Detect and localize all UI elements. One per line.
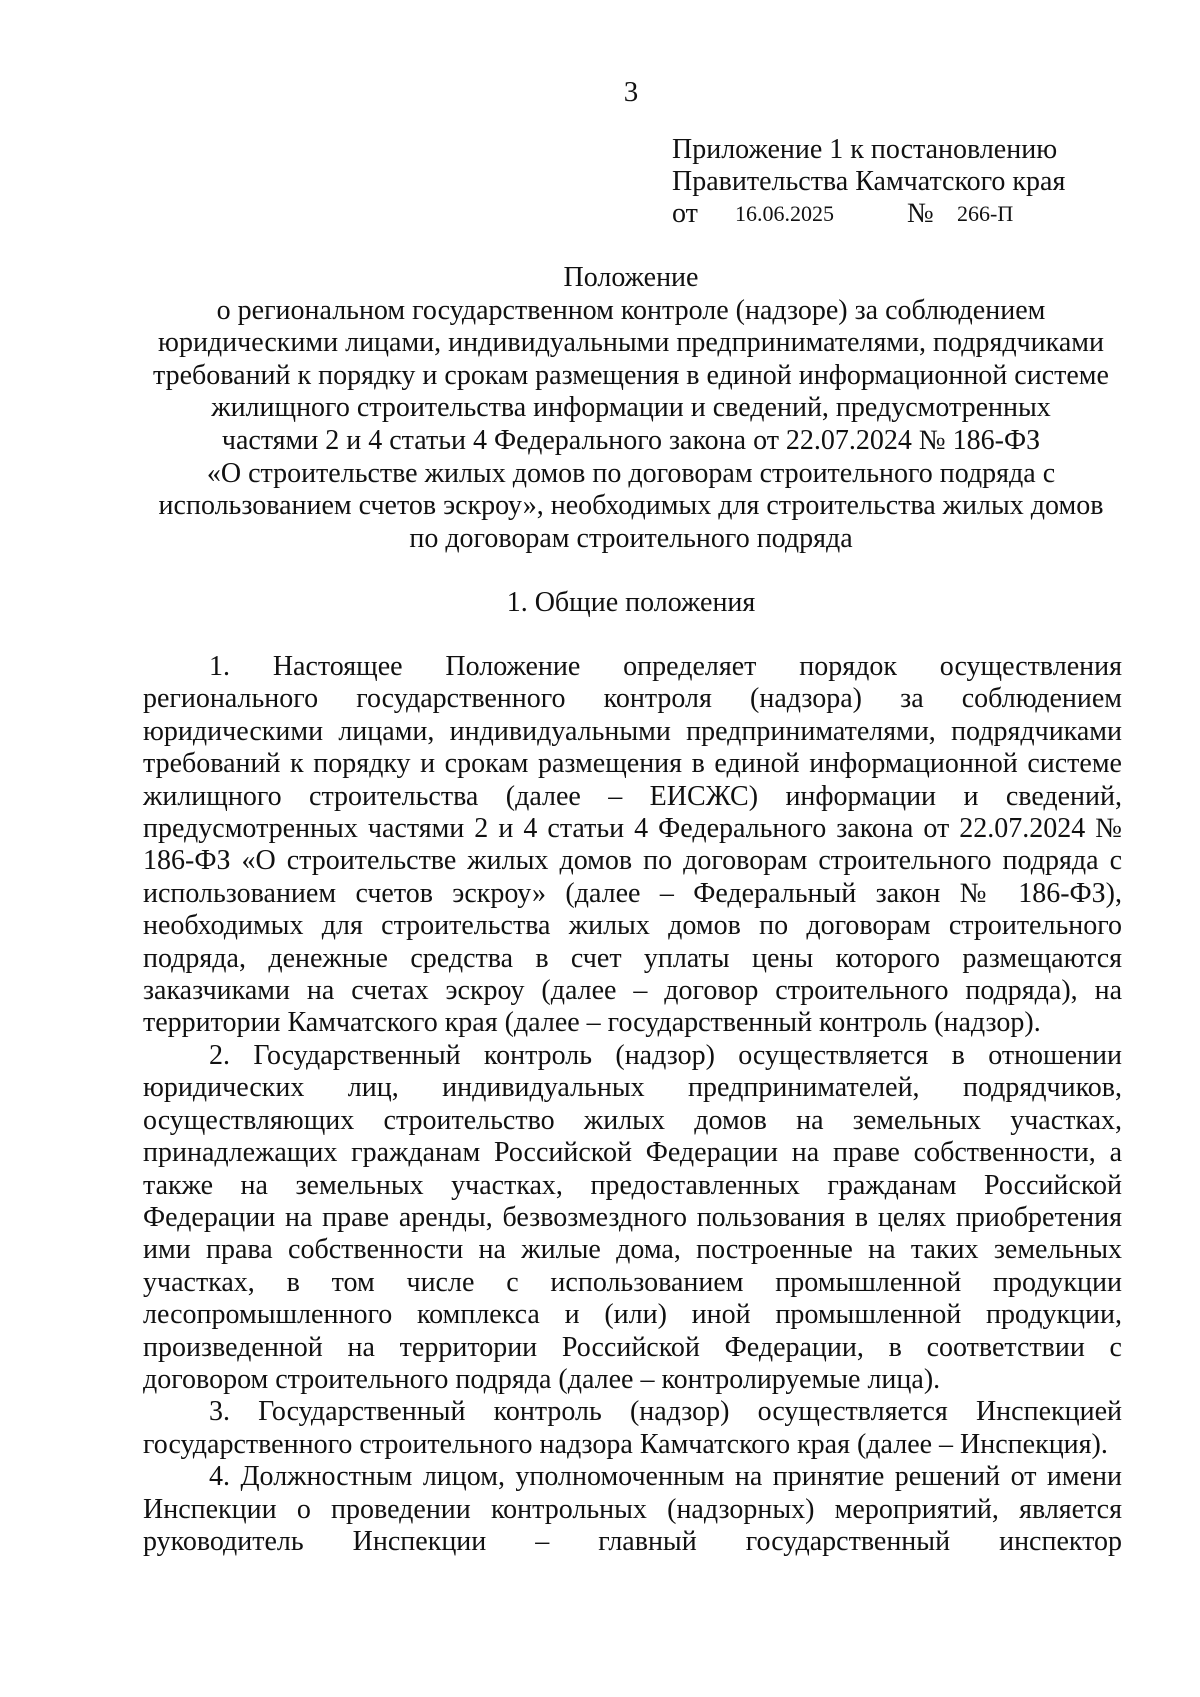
title-line: требований к порядку и срокам размещения в единой информационной системе bbox=[153, 359, 1109, 391]
paragraph-3: 3. Государственный контроль (надзор) осуществляется Инспекцией государственного строительного надзора Камчатского края (далее – Инспекция). bbox=[143, 1396, 1122, 1460]
appendix-line-2: Правительства Камчатского края bbox=[672, 166, 1066, 197]
page-number: 3 bbox=[623, 76, 639, 108]
title-line: юридическими лицами, индивидуальными предпринимателями, подрядчиками bbox=[158, 327, 1104, 359]
document-title bbox=[140, 262, 1122, 555]
appendix-date-row bbox=[672, 198, 1152, 232]
title-line: использованием счетов эскроу», необходимых для строительства жилых домов bbox=[158, 490, 1104, 522]
appendix-number-sign: № bbox=[907, 198, 934, 229]
paragraph-1: 1. Настоящее Положение определяет порядок осуществления регионального государственного контроля (надзора) за соблюдением юридическими лицами, индивидуальными предпринимателями, подрядчиками требований к порядку и срокам размещения в единой информационной системе жилищного строительства (далее – ЕИСЖС) информации и сведений, предусмотренных частями 2 и 4 статьи 4 Федерального закона от 22.07.2024 № 186-ФЗ «О строительстве жилых домов по договорам строительного подряда с использованием счетов эскроу» (далее – Федеральный закон № 186-ФЗ), необходимых для строительства жилых домов по договорам строительного подряда, денежные средства в счет уплаты цены которого размещаются заказчиками на счетах эскроу (далее – договор строительного подряда), на территории Камчатского края (далее – государственный контроль (надзор). bbox=[143, 651, 1122, 1039]
title-line: жилищного строительства информации и сведений, предусмотренных bbox=[211, 392, 1051, 424]
document-body bbox=[143, 651, 1122, 1558]
title-line: по договорам строительного подряда bbox=[409, 522, 853, 554]
paragraph-4: 4. Должностным лицом, уполномоченным на принятие решений от имени Инспекции о проведении контрольных (надзорных) мероприятий, является руководитель Инспекции – главный государственный инспектор bbox=[143, 1461, 1122, 1557]
title-line: «О строительстве жилых домов по договорам строительного подряда с bbox=[206, 457, 1056, 489]
appendix-header bbox=[672, 134, 1152, 232]
paragraph-2: 2. Государственный контроль (надзор) осуществляется в отношении юридических лиц, индивидуальных предпринимателей, подрядчиков, осуществляющих строительство жилых домов на земельных участках, принадлежащих гражданам Российской Федерации на праве собственности, а также на земельных участках, предоставленных гражданам Российской Федерации на праве аренды, безвозмездного пользования в целях приобретения ими права собственности на жилые дома, построенные на таких земельных участках, в том числе с использованием промышленной продукции лесопромышленного комплекса и (или) иной промышленной продукции, произведенной на территории Российской Федерации, в соответствии с договором строительного подряда (далее – контролируемые лица). bbox=[143, 1039, 1122, 1395]
appendix-date: 16.06.2025 bbox=[735, 201, 834, 226]
appendix-ot-label: от bbox=[672, 198, 698, 229]
appendix-line-1: Приложение 1 к постановлению bbox=[672, 134, 1058, 165]
section-heading: 1. Общие положения bbox=[506, 587, 756, 618]
appendix-number: 266-П bbox=[957, 201, 1014, 226]
title-line: Положение bbox=[563, 262, 699, 293]
title-line: частями 2 и 4 статьи 4 Федерального закона от 22.07.2024 № 186-ФЗ bbox=[221, 424, 1041, 456]
title-line: о региональном государственном контроле (надзоре) за соблюдением bbox=[216, 294, 1046, 326]
